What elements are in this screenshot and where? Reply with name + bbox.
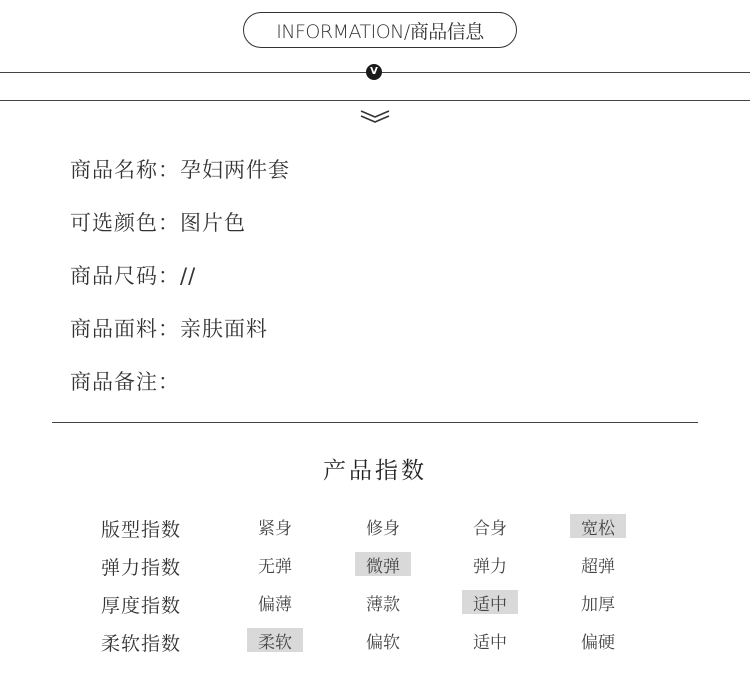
double-chevron-down-icon (359, 108, 391, 124)
index-option-fit-4-selected: 宽松 (570, 514, 626, 538)
index-option-softness-1-selected: 柔软 (247, 628, 303, 652)
info-row-color (70, 207, 246, 237)
index-label-thickness: 厚度指数 (101, 595, 182, 617)
index-label-elasticity: 弹力指数 (101, 557, 182, 579)
info-row-notes (70, 366, 180, 396)
info-row-fabric (70, 313, 268, 343)
index-label-fit: 版型指数 (101, 519, 182, 541)
info-label: 商品备注： (70, 370, 180, 394)
index-option-thickness-3-selected: 适中 (462, 590, 518, 614)
info-value: 亲肤面料 (180, 317, 268, 341)
section-header-title: INFORMATION/商品信息 (276, 20, 484, 43)
v-badge-icon: V (366, 64, 382, 80)
info-value: 图片色 (180, 211, 246, 235)
section-header-pill (243, 12, 517, 48)
index-option-elasticity-3: 弹力 (473, 556, 507, 577)
index-option-fit-3: 合身 (473, 518, 507, 539)
index-section-title: 产品指数 (323, 458, 427, 484)
index-option-softness-4: 偏硬 (581, 632, 615, 653)
info-label: 商品面料： (70, 317, 180, 341)
index-option-thickness-2: 薄款 (366, 594, 400, 615)
section-divider (52, 422, 698, 423)
info-row-size (70, 260, 196, 290)
info-value: // (180, 264, 197, 288)
index-option-elasticity-2-selected: 微弹 (355, 552, 411, 576)
index-option-softness-2: 偏软 (366, 632, 400, 653)
info-row-name (70, 154, 290, 184)
info-label: 可选颜色： (70, 211, 180, 235)
index-option-fit-1: 紧身 (258, 518, 292, 539)
header-divider-bottom (0, 100, 750, 101)
index-option-elasticity-1: 无弹 (258, 556, 292, 577)
info-label: 商品名称： (70, 158, 180, 182)
index-option-thickness-1: 偏薄 (258, 594, 292, 615)
index-option-softness-3: 适中 (473, 632, 507, 653)
index-option-thickness-4: 加厚 (581, 594, 615, 615)
index-option-fit-2: 修身 (366, 518, 400, 539)
info-label: 商品尺码： (70, 264, 180, 288)
index-label-softness: 柔软指数 (101, 633, 182, 655)
info-value: 孕妇两件套 (180, 158, 290, 182)
index-option-elasticity-4: 超弹 (581, 556, 615, 577)
